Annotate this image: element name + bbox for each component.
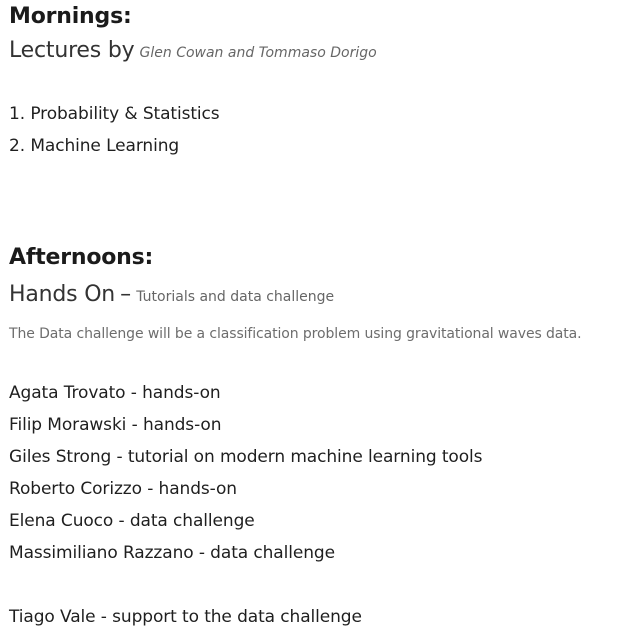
mornings-item-1: 1. Probability & Statistics	[9, 104, 220, 124]
data-challenge-note: The Data challenge will be a classification problem using gravitational waves data.	[9, 326, 582, 342]
afternoons-subtitle-separator: –	[120, 282, 132, 307]
mornings-heading: Mornings:	[9, 4, 132, 29]
person-line: Elena Cuoco - data challenge	[9, 511, 255, 531]
afternoons-heading: Afternoons:	[9, 245, 154, 270]
person-line: Giles Strong - tutorial on modern machine learning tools	[9, 447, 483, 467]
mornings-item-2: 2. Machine Learning	[9, 136, 180, 156]
afternoons-subtitle-main: Hands On	[9, 282, 116, 307]
person-line: Agata Trovato - hands-on	[9, 383, 221, 403]
mornings-lecturers: Glen Cowan and Tommaso Dorigo	[139, 45, 377, 61]
support-line: Tiago Vale - support to the data challenge	[9, 607, 362, 627]
mornings-subtitle-main: Lectures by	[9, 38, 135, 63]
afternoons-subtitle-detail: Tutorials and data challenge	[136, 289, 335, 305]
person-line: Roberto Corizzo - hands-on	[9, 479, 237, 499]
afternoons-subtitle	[9, 282, 334, 307]
person-line: Massimiliano Razzano - data challenge	[9, 543, 335, 563]
mornings-subtitle	[9, 38, 377, 63]
person-line: Filip Morawski - hands-on	[9, 415, 222, 435]
